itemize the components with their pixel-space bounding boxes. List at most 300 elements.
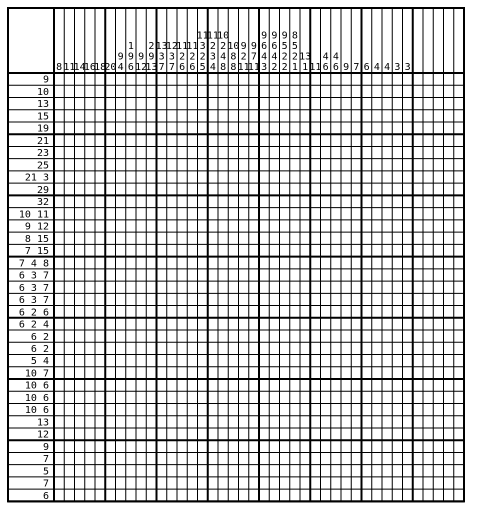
grid-cell[interactable] — [116, 465, 126, 477]
grid-cell[interactable] — [423, 220, 433, 232]
grid-cell[interactable] — [208, 367, 218, 379]
grid-cell[interactable] — [208, 134, 218, 146]
grid-cell[interactable] — [198, 391, 208, 403]
grid-cell[interactable] — [85, 85, 95, 97]
grid-cell[interactable] — [259, 73, 269, 85]
grid-cell[interactable] — [423, 367, 433, 379]
grid-cell[interactable] — [249, 281, 259, 293]
grid-cell[interactable] — [372, 477, 382, 489]
grid-cell[interactable] — [64, 489, 74, 501]
grid-cell[interactable] — [85, 97, 95, 109]
grid-cell[interactable] — [310, 97, 320, 109]
grid-cell[interactable] — [228, 122, 238, 134]
grid-cell[interactable] — [95, 489, 105, 501]
grid-cell[interactable] — [177, 183, 187, 195]
grid-cell[interactable] — [187, 440, 197, 452]
grid-cell[interactable] — [249, 159, 259, 171]
grid-cell[interactable] — [187, 171, 197, 183]
grid-cell[interactable] — [167, 342, 177, 354]
grid-cell[interactable] — [198, 122, 208, 134]
grid-cell[interactable] — [136, 318, 146, 330]
grid-cell[interactable] — [177, 159, 187, 171]
grid-cell[interactable] — [372, 183, 382, 195]
grid-cell[interactable] — [259, 244, 269, 256]
grid-cell[interactable] — [290, 293, 300, 305]
grid-cell[interactable] — [413, 220, 423, 232]
grid-cell[interactable] — [454, 477, 464, 489]
grid-cell[interactable] — [239, 391, 249, 403]
grid-cell[interactable] — [372, 465, 382, 477]
grid-cell[interactable] — [157, 183, 167, 195]
grid-cell[interactable] — [208, 220, 218, 232]
grid-cell[interactable] — [351, 122, 361, 134]
grid-cell[interactable] — [413, 330, 423, 342]
grid-cell[interactable] — [146, 293, 156, 305]
grid-cell[interactable] — [239, 159, 249, 171]
grid-cell[interactable] — [54, 244, 64, 256]
grid-cell[interactable] — [95, 440, 105, 452]
grid-cell[interactable] — [187, 232, 197, 244]
grid-cell[interactable] — [454, 281, 464, 293]
grid-cell[interactable] — [310, 355, 320, 367]
grid-cell[interactable] — [341, 281, 351, 293]
grid-cell[interactable] — [341, 465, 351, 477]
grid-cell[interactable] — [454, 428, 464, 440]
grid-cell[interactable] — [259, 330, 269, 342]
grid-cell[interactable] — [64, 159, 74, 171]
grid-cell[interactable] — [280, 403, 290, 415]
grid-cell[interactable] — [331, 220, 341, 232]
grid-cell[interactable] — [269, 146, 279, 158]
grid-cell[interactable] — [85, 293, 95, 305]
grid-cell[interactable] — [259, 342, 269, 354]
grid-cell[interactable] — [362, 367, 372, 379]
grid-cell[interactable] — [321, 355, 331, 367]
grid-cell[interactable] — [157, 195, 167, 207]
grid-cell[interactable] — [310, 318, 320, 330]
grid-cell[interactable] — [136, 257, 146, 269]
grid-cell[interactable] — [249, 440, 259, 452]
grid-cell[interactable] — [54, 428, 64, 440]
grid-cell[interactable] — [208, 379, 218, 391]
grid-cell[interactable] — [269, 244, 279, 256]
grid-cell[interactable] — [362, 159, 372, 171]
grid-cell[interactable] — [126, 342, 136, 354]
grid-cell[interactable] — [454, 183, 464, 195]
grid-cell[interactable] — [444, 318, 454, 330]
grid-cell[interactable] — [198, 318, 208, 330]
grid-cell[interactable] — [239, 134, 249, 146]
grid-cell[interactable] — [300, 122, 310, 134]
grid-cell[interactable] — [259, 465, 269, 477]
grid-cell[interactable] — [157, 171, 167, 183]
grid-cell[interactable] — [259, 318, 269, 330]
grid-cell[interactable] — [372, 330, 382, 342]
grid-cell[interactable] — [85, 428, 95, 440]
grid-cell[interactable] — [187, 110, 197, 122]
grid-cell[interactable] — [157, 342, 167, 354]
grid-cell[interactable] — [321, 281, 331, 293]
grid-cell[interactable] — [321, 465, 331, 477]
grid-cell[interactable] — [444, 208, 454, 220]
grid-cell[interactable] — [75, 244, 85, 256]
grid-cell[interactable] — [116, 257, 126, 269]
grid-cell[interactable] — [403, 465, 413, 477]
grid-cell[interactable] — [146, 122, 156, 134]
grid-cell[interactable] — [64, 416, 74, 428]
grid-cell[interactable] — [321, 330, 331, 342]
grid-cell[interactable] — [177, 134, 187, 146]
grid-cell[interactable] — [269, 465, 279, 477]
grid-cell[interactable] — [351, 391, 361, 403]
grid-cell[interactable] — [423, 110, 433, 122]
grid-cell[interactable] — [362, 293, 372, 305]
grid-cell[interactable] — [75, 232, 85, 244]
grid-cell[interactable] — [454, 257, 464, 269]
grid-cell[interactable] — [126, 306, 136, 318]
grid-cell[interactable] — [269, 477, 279, 489]
grid-cell[interactable] — [392, 244, 402, 256]
grid-cell[interactable] — [321, 220, 331, 232]
grid-cell[interactable] — [187, 465, 197, 477]
grid-cell[interactable] — [444, 73, 454, 85]
grid-cell[interactable] — [146, 85, 156, 97]
grid-cell[interactable] — [208, 269, 218, 281]
grid-cell[interactable] — [310, 281, 320, 293]
grid-cell[interactable] — [177, 367, 187, 379]
grid-cell[interactable] — [444, 391, 454, 403]
grid-cell[interactable] — [433, 244, 443, 256]
grid-cell[interactable] — [146, 159, 156, 171]
grid-cell[interactable] — [280, 440, 290, 452]
grid-cell[interactable] — [392, 122, 402, 134]
grid-cell[interactable] — [105, 171, 115, 183]
grid-cell[interactable] — [157, 244, 167, 256]
grid-cell[interactable] — [382, 416, 392, 428]
grid-cell[interactable] — [331, 73, 341, 85]
grid-cell[interactable] — [198, 208, 208, 220]
grid-cell[interactable] — [413, 134, 423, 146]
grid-cell[interactable] — [85, 159, 95, 171]
grid-cell[interactable] — [280, 416, 290, 428]
grid-cell[interactable] — [310, 159, 320, 171]
grid-cell[interactable] — [321, 293, 331, 305]
grid-cell[interactable] — [351, 183, 361, 195]
grid-cell[interactable] — [433, 379, 443, 391]
grid-cell[interactable] — [290, 489, 300, 501]
grid-cell[interactable] — [382, 330, 392, 342]
grid-cell[interactable] — [321, 367, 331, 379]
grid-cell[interactable] — [423, 391, 433, 403]
grid-cell[interactable] — [228, 428, 238, 440]
grid-cell[interactable] — [423, 330, 433, 342]
grid-cell[interactable] — [444, 97, 454, 109]
grid-cell[interactable] — [136, 244, 146, 256]
grid-cell[interactable] — [187, 220, 197, 232]
grid-cell[interactable] — [290, 220, 300, 232]
grid-cell[interactable] — [85, 489, 95, 501]
grid-cell[interactable] — [167, 208, 177, 220]
grid-cell[interactable] — [382, 440, 392, 452]
grid-cell[interactable] — [372, 257, 382, 269]
grid-cell[interactable] — [228, 355, 238, 367]
grid-cell[interactable] — [341, 391, 351, 403]
grid-cell[interactable] — [269, 379, 279, 391]
grid-cell[interactable] — [187, 367, 197, 379]
grid-cell[interactable] — [177, 232, 187, 244]
grid-cell[interactable] — [218, 428, 228, 440]
grid-cell[interactable] — [280, 195, 290, 207]
grid-cell[interactable] — [300, 416, 310, 428]
grid-cell[interactable] — [208, 122, 218, 134]
grid-cell[interactable] — [362, 97, 372, 109]
grid-cell[interactable] — [75, 489, 85, 501]
grid-cell[interactable] — [177, 465, 187, 477]
grid-cell[interactable] — [433, 269, 443, 281]
grid-cell[interactable] — [95, 465, 105, 477]
grid-cell[interactable] — [95, 452, 105, 464]
grid-cell[interactable] — [218, 416, 228, 428]
grid-cell[interactable] — [228, 465, 238, 477]
grid-cell[interactable] — [382, 428, 392, 440]
grid-cell[interactable] — [75, 452, 85, 464]
grid-cell[interactable] — [331, 195, 341, 207]
grid-cell[interactable] — [75, 403, 85, 415]
grid-cell[interactable] — [105, 416, 115, 428]
grid-cell[interactable] — [228, 85, 238, 97]
grid-cell[interactable] — [208, 403, 218, 415]
grid-cell[interactable] — [444, 306, 454, 318]
grid-cell[interactable] — [218, 134, 228, 146]
grid-cell[interactable] — [372, 342, 382, 354]
grid-cell[interactable] — [372, 85, 382, 97]
grid-cell[interactable] — [423, 159, 433, 171]
grid-cell[interactable] — [341, 220, 351, 232]
grid-cell[interactable] — [105, 489, 115, 501]
grid-cell[interactable] — [249, 391, 259, 403]
grid-cell[interactable] — [413, 159, 423, 171]
grid-cell[interactable] — [136, 159, 146, 171]
grid-cell[interactable] — [167, 232, 177, 244]
grid-cell[interactable] — [228, 159, 238, 171]
grid-cell[interactable] — [167, 110, 177, 122]
grid-cell[interactable] — [85, 122, 95, 134]
grid-cell[interactable] — [75, 477, 85, 489]
grid-cell[interactable] — [372, 416, 382, 428]
grid-cell[interactable] — [351, 293, 361, 305]
grid-cell[interactable] — [351, 85, 361, 97]
grid-cell[interactable] — [290, 208, 300, 220]
grid-cell[interactable] — [403, 195, 413, 207]
grid-cell[interactable] — [362, 134, 372, 146]
grid-cell[interactable] — [351, 428, 361, 440]
grid-cell[interactable] — [444, 416, 454, 428]
grid-cell[interactable] — [444, 244, 454, 256]
grid-cell[interactable] — [351, 367, 361, 379]
grid-cell[interactable] — [259, 85, 269, 97]
grid-cell[interactable] — [372, 440, 382, 452]
grid-cell[interactable] — [177, 318, 187, 330]
grid-cell[interactable] — [392, 367, 402, 379]
grid-cell[interactable] — [85, 244, 95, 256]
grid-cell[interactable] — [433, 416, 443, 428]
grid-cell[interactable] — [331, 232, 341, 244]
grid-cell[interactable] — [54, 379, 64, 391]
grid-cell[interactable] — [269, 208, 279, 220]
grid-cell[interactable] — [403, 318, 413, 330]
grid-cell[interactable] — [249, 134, 259, 146]
grid-cell[interactable] — [290, 269, 300, 281]
grid-cell[interactable] — [454, 171, 464, 183]
grid-cell[interactable] — [105, 403, 115, 415]
grid-cell[interactable] — [75, 85, 85, 97]
grid-cell[interactable] — [85, 110, 95, 122]
grid-cell[interactable] — [146, 73, 156, 85]
grid-cell[interactable] — [321, 244, 331, 256]
grid-cell[interactable] — [95, 281, 105, 293]
grid-cell[interactable] — [310, 379, 320, 391]
grid-cell[interactable] — [454, 318, 464, 330]
grid-cell[interactable] — [136, 110, 146, 122]
grid-cell[interactable] — [116, 85, 126, 97]
grid-cell[interactable] — [372, 122, 382, 134]
grid-cell[interactable] — [208, 257, 218, 269]
grid-cell[interactable] — [208, 146, 218, 158]
grid-cell[interactable] — [310, 489, 320, 501]
grid-cell[interactable] — [444, 452, 454, 464]
grid-cell[interactable] — [269, 171, 279, 183]
grid-cell[interactable] — [85, 391, 95, 403]
grid-cell[interactable] — [249, 73, 259, 85]
grid-cell[interactable] — [290, 281, 300, 293]
grid-cell[interactable] — [177, 244, 187, 256]
grid-cell[interactable] — [310, 134, 320, 146]
grid-cell[interactable] — [116, 452, 126, 464]
grid-cell[interactable] — [198, 330, 208, 342]
grid-cell[interactable] — [341, 232, 351, 244]
grid-cell[interactable] — [351, 208, 361, 220]
grid-cell[interactable] — [85, 477, 95, 489]
grid-cell[interactable] — [116, 183, 126, 195]
grid-cell[interactable] — [208, 477, 218, 489]
grid-cell[interactable] — [423, 306, 433, 318]
grid-cell[interactable] — [157, 477, 167, 489]
grid-cell[interactable] — [239, 122, 249, 134]
grid-cell[interactable] — [372, 195, 382, 207]
grid-cell[interactable] — [116, 146, 126, 158]
grid-cell[interactable] — [403, 269, 413, 281]
grid-cell[interactable] — [136, 489, 146, 501]
grid-cell[interactable] — [167, 428, 177, 440]
grid-cell[interactable] — [433, 110, 443, 122]
grid-cell[interactable] — [105, 232, 115, 244]
grid-cell[interactable] — [413, 440, 423, 452]
grid-cell[interactable] — [54, 391, 64, 403]
grid-cell[interactable] — [249, 416, 259, 428]
grid-cell[interactable] — [321, 342, 331, 354]
grid-cell[interactable] — [177, 146, 187, 158]
grid-cell[interactable] — [239, 379, 249, 391]
grid-cell[interactable] — [105, 97, 115, 109]
grid-cell[interactable] — [331, 244, 341, 256]
grid-cell[interactable] — [177, 477, 187, 489]
grid-cell[interactable] — [382, 452, 392, 464]
grid-cell[interactable] — [341, 379, 351, 391]
grid-cell[interactable] — [433, 428, 443, 440]
grid-cell[interactable] — [75, 379, 85, 391]
grid-cell[interactable] — [362, 416, 372, 428]
grid-cell[interactable] — [372, 489, 382, 501]
grid-cell[interactable] — [218, 477, 228, 489]
grid-cell[interactable] — [341, 477, 351, 489]
grid-cell[interactable] — [423, 379, 433, 391]
grid-cell[interactable] — [64, 134, 74, 146]
grid-cell[interactable] — [280, 452, 290, 464]
grid-cell[interactable] — [54, 122, 64, 134]
grid-cell[interactable] — [372, 428, 382, 440]
grid-cell[interactable] — [249, 146, 259, 158]
grid-cell[interactable] — [300, 244, 310, 256]
grid-cell[interactable] — [454, 220, 464, 232]
grid-cell[interactable] — [54, 489, 64, 501]
grid-cell[interactable] — [136, 269, 146, 281]
grid-cell[interactable] — [126, 110, 136, 122]
grid-cell[interactable] — [218, 489, 228, 501]
grid-cell[interactable] — [95, 195, 105, 207]
grid-cell[interactable] — [454, 379, 464, 391]
grid-cell[interactable] — [198, 269, 208, 281]
grid-cell[interactable] — [321, 257, 331, 269]
grid-cell[interactable] — [444, 269, 454, 281]
grid-cell[interactable] — [85, 379, 95, 391]
grid-cell[interactable] — [167, 244, 177, 256]
grid-cell[interactable] — [54, 146, 64, 158]
grid-cell[interactable] — [331, 97, 341, 109]
grid-cell[interactable] — [157, 306, 167, 318]
grid-cell[interactable] — [198, 367, 208, 379]
grid-cell[interactable] — [249, 110, 259, 122]
grid-cell[interactable] — [382, 171, 392, 183]
grid-cell[interactable] — [85, 183, 95, 195]
grid-cell[interactable] — [413, 269, 423, 281]
grid-cell[interactable] — [95, 232, 105, 244]
grid-cell[interactable] — [433, 391, 443, 403]
grid-cell[interactable] — [208, 452, 218, 464]
grid-cell[interactable] — [403, 146, 413, 158]
grid-cell[interactable] — [259, 452, 269, 464]
grid-cell[interactable] — [105, 477, 115, 489]
grid-cell[interactable] — [403, 367, 413, 379]
grid-cell[interactable] — [208, 159, 218, 171]
grid-cell[interactable] — [413, 489, 423, 501]
grid-cell[interactable] — [290, 244, 300, 256]
grid-cell[interactable] — [382, 355, 392, 367]
grid-cell[interactable] — [126, 232, 136, 244]
grid-cell[interactable] — [95, 110, 105, 122]
grid-cell[interactable] — [259, 428, 269, 440]
grid-cell[interactable] — [310, 391, 320, 403]
grid-cell[interactable] — [382, 73, 392, 85]
grid-cell[interactable] — [136, 122, 146, 134]
grid-cell[interactable] — [218, 159, 228, 171]
grid-cell[interactable] — [116, 477, 126, 489]
grid-cell[interactable] — [75, 440, 85, 452]
grid-cell[interactable] — [392, 440, 402, 452]
grid-cell[interactable] — [249, 477, 259, 489]
grid-cell[interactable] — [269, 416, 279, 428]
grid-cell[interactable] — [341, 73, 351, 85]
grid-cell[interactable] — [167, 465, 177, 477]
